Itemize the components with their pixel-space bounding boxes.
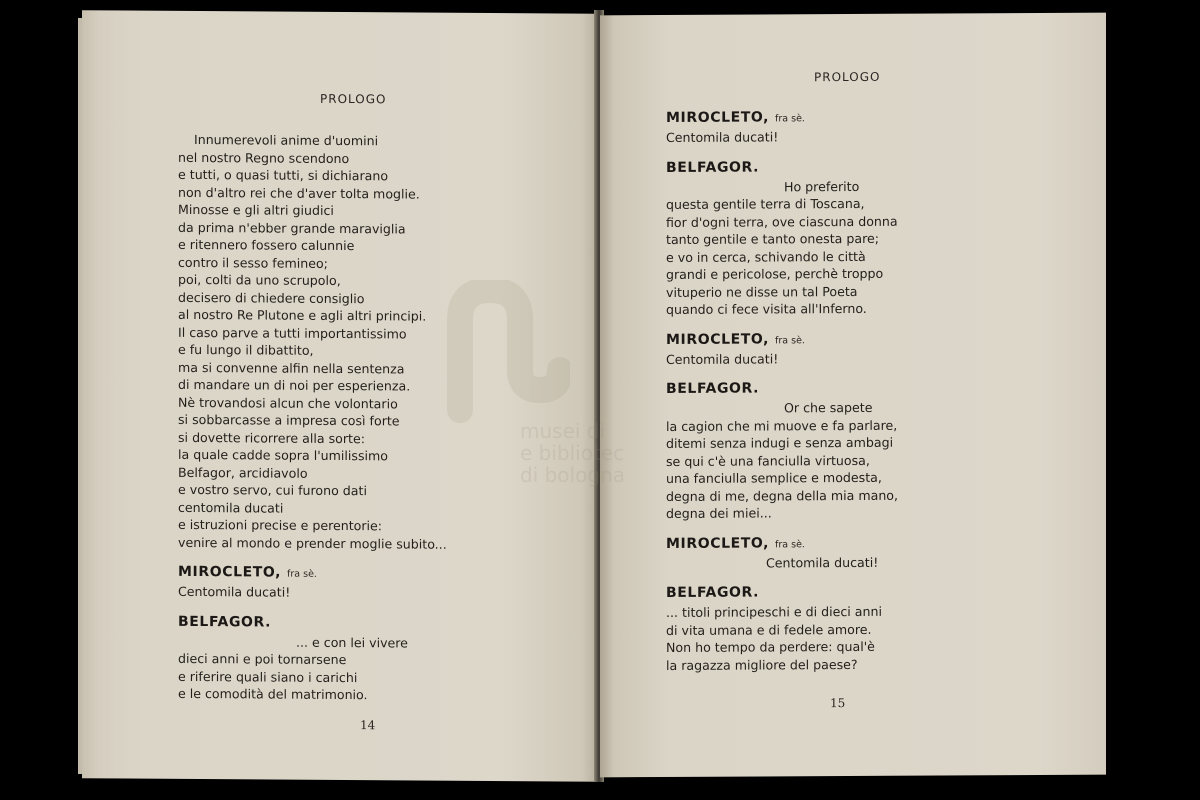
speech-line: ... titoli principeschi e di dieci anni: [666, 603, 882, 620]
speaker-heading: [666, 530, 1066, 554]
speech-line: la ragazza migliore del paese?: [666, 656, 858, 673]
speech: [666, 602, 1066, 674]
speech-line: ditemi senza indugi e senza ambagi: [666, 434, 894, 451]
speech-line: e le comodità del matrimonio.: [178, 685, 368, 703]
speech-line: Centomila ducati!: [666, 350, 779, 367]
speech-line: Centomila ducati!: [766, 554, 879, 570]
text-line: centomila ducati: [178, 499, 284, 516]
text-line: Il caso parve a tutti importantissimo: [178, 324, 407, 341]
running-head-left: PROLOGO: [320, 91, 387, 107]
speaker-name: MIROCLETO,: [666, 330, 770, 348]
speech: [666, 348, 1066, 368]
page-number-right: 15: [830, 696, 846, 711]
speech-line: questa gentile terra di Toscana,: [666, 195, 865, 212]
speech-line: vituperio ne disse un tal Poeta: [666, 283, 858, 300]
text-line: Minosse e gli altri giudici: [178, 201, 334, 218]
text-line: e istruzioni precise e perentorie:: [178, 516, 383, 534]
speech: [666, 127, 1066, 147]
exchange-mirocleto: [666, 530, 1066, 572]
speaker-name: MIROCLETO,: [178, 563, 282, 581]
speech-line: grandi e pericolose, perchè troppo: [666, 265, 884, 282]
text-line: e ritennero fossero calunnie: [178, 236, 355, 254]
text-line: decisero di chiedere consiglio: [178, 289, 365, 306]
prologue-paragraph: [178, 131, 558, 554]
text-line: Innumerevoli anime d'uomini: [194, 131, 379, 149]
exchange-belfagor: [666, 154, 1066, 318]
speaker-heading: [666, 376, 1066, 400]
text-line: e tutti, o quasi tutti, si dichiarano: [178, 166, 389, 184]
speech-line: Centomila ducati!: [666, 129, 779, 145]
speech-line: Or che sapete: [784, 399, 873, 416]
speech-line: e riferire quali siano i carichi: [178, 668, 358, 685]
speaker-heading: [666, 154, 1066, 178]
text-line: di mandare un di noi per esperienza.: [178, 376, 411, 394]
speech-line: dieci anni e poi tornarsene: [178, 650, 347, 668]
stage-direction: fra sè.: [775, 113, 805, 125]
text-line: la quale cadde sopra l'umilissimo: [178, 446, 389, 464]
speech: [666, 552, 1066, 572]
exchange-mirocleto: [666, 326, 1066, 368]
exchange-mirocleto: [178, 561, 558, 603]
speech: [178, 632, 558, 705]
speech-line: una fanciulla semplice e modesta,: [666, 469, 882, 486]
text-line: al nostro Re Plutone e agli altri principi.: [178, 306, 427, 324]
text-line: non d'altro rei che d'aver tolta moglie.: [178, 184, 420, 202]
text-line: nel nostro Regno scendono: [178, 149, 350, 166]
speaker-heading: [666, 105, 1066, 129]
speech-line: la cagion che mi muove e fa parlare,: [666, 417, 898, 434]
speaker-heading: [666, 326, 1066, 350]
speech: [666, 398, 1066, 523]
page-number-left: 14: [360, 718, 376, 733]
text-line: venire al mondo e prender moglie subito...: [178, 534, 447, 552]
text-line: da prima n'ebber grande maraviglia: [178, 219, 406, 236]
right-text-block: [666, 105, 1066, 674]
speech-line: tanto gentile e tanto onesta pare;: [666, 230, 879, 247]
text-line: si dovette ricorrere alla sorte:: [178, 429, 365, 446]
speech: [178, 583, 558, 603]
speech-line: ... e con lei vivere: [296, 634, 408, 650]
speech-line: Ho preferito: [784, 178, 860, 194]
running-head-right: PROLOGO: [814, 69, 881, 85]
speaker-name: BELFAGOR.: [178, 613, 272, 631]
exchange-mirocleto: [666, 105, 1066, 147]
text-line: Nè trovandosi alcun che volontario: [178, 394, 398, 411]
text-line: contro il sesso femineo;: [178, 254, 328, 271]
speech-line: fior d'ogni terra, ove ciascuna donna: [666, 213, 898, 230]
exchange-belfagor: [666, 376, 1066, 523]
speech: [666, 176, 1066, 318]
stage-direction: fra sè.: [287, 568, 317, 580]
speaker-heading: [178, 561, 558, 586]
speech-line: Non ho tempo da perdere: qual'è: [666, 638, 875, 655]
speech-line: se qui c'è una fanciulla virtuosa,: [666, 452, 870, 469]
speech-line: degna dei miei...: [666, 505, 772, 521]
exchange-belfagor: [666, 580, 1066, 674]
stage-direction: fra sè.: [775, 538, 805, 550]
speaker-heading: [178, 610, 558, 635]
exchange-belfagor: [178, 610, 558, 705]
speaker-name: BELFAGOR.: [666, 158, 760, 176]
text-line: Belfagor, arcidiavolo: [178, 464, 308, 481]
speaker-name: MIROCLETO,: [666, 534, 770, 552]
text-line: si sobbarcasse a impresa così forte: [178, 411, 400, 429]
left-page: [82, 10, 598, 782]
text-line: poi, colti da uno scrupolo,: [178, 271, 341, 289]
speech-line: Centomila ducati!: [178, 583, 291, 600]
text-line: ma si convenne alfin nella sentenza: [178, 359, 405, 376]
speaker-heading: [666, 580, 1066, 604]
speech-line: e vo in cerca, schivando le città: [666, 248, 866, 265]
right-page: [600, 13, 1106, 778]
speaker-name: MIROCLETO,: [666, 109, 770, 126]
speech-line: quando ci fece visita all'Inferno.: [666, 300, 867, 317]
speech-line: degna di me, degna della mia mano,: [666, 487, 899, 504]
speaker-name: BELFAGOR.: [666, 380, 760, 397]
speaker-name: BELFAGOR.: [666, 584, 760, 601]
left-text-block: [178, 131, 558, 705]
text-line: e vostro servo, cui furono dati: [178, 481, 367, 499]
text-line: e fu lungo il dibattito,: [178, 341, 314, 358]
stage-direction: fra sè.: [775, 334, 805, 346]
speech-line: di vita umana e di fedele amore.: [666, 621, 872, 638]
